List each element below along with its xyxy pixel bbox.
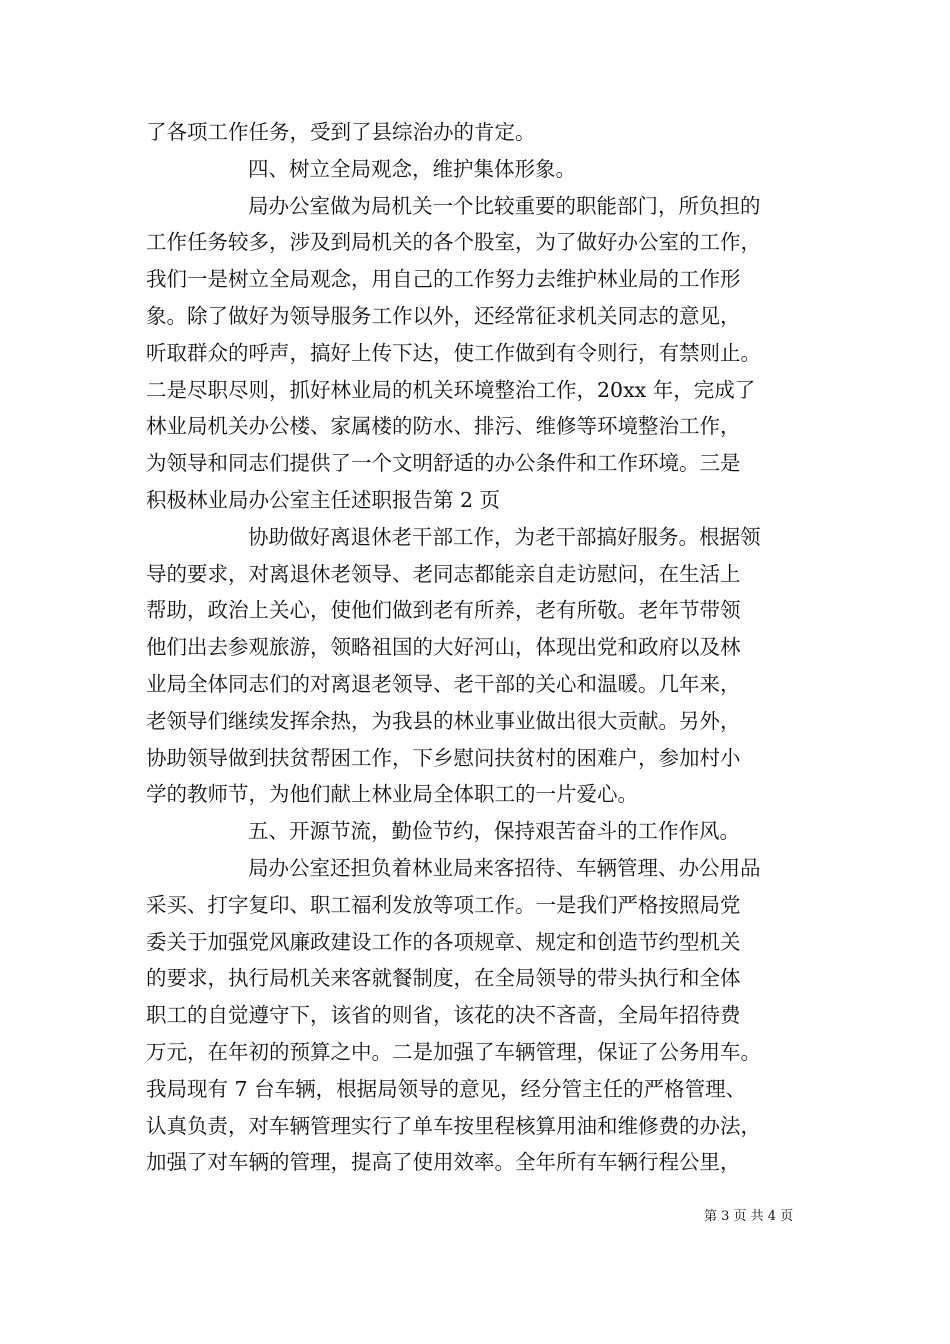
text-line: 采买、打字复印、职工福利发放等项工作。一是我们严格按照局党 — [146, 892, 741, 917]
text-line: 二是尽职尽则，抓好林业局的机关环境整治工作，20xx 年，完成了 — [146, 377, 756, 402]
text-line: 五、开源节流，勤俭节约，保持艰苦奋斗的工作作风。 — [248, 819, 740, 844]
text-line: 老领导们继续发挥余热，为我县的林业事业做出很大贡献。另外， — [146, 708, 741, 733]
text-line: 我局现有 7 台车辆，根据局领导的意见，经分管主任的严格管理、 — [146, 1076, 747, 1101]
text-line: 听取群众的呼声，搞好上传下达，使工作做到有令则行，有禁则止。 — [146, 340, 761, 365]
text-line: 认真负责，对车辆管理实行了单车按里程核算用油和维修费的办法， — [146, 1113, 761, 1138]
text-line: 了各项工作任务，受到了县综治办的肯定。 — [146, 120, 536, 144]
text-line: 学的教师节，为他们献上林业局全体职工的一片爱心。 — [146, 782, 638, 807]
text-line: 的要求，执行局机关来客就餐制度，在全局领导的带头执行和全体 — [146, 966, 741, 991]
page-number-footer: 第 3 页 共 4 页 — [704, 1209, 794, 1224]
text-line: 为领导和同志们提供了一个文明舒适的办公条件和工作环境。三是 — [146, 451, 741, 476]
text-line: 协助做好离退休老干部工作，为老干部搞好服务。根据领 — [248, 524, 761, 549]
text-line: 万元，在年初的预算之中。二是加强了车辆管理，保证了公务用车。 — [146, 1039, 761, 1064]
text-line: 工作任务较多，涉及到局机关的各个股室，为了做好办公室的工作， — [146, 230, 761, 255]
text-line: 我们一是树立全局观念，用自己的工作努力去维护林业局的工作形 — [146, 267, 741, 292]
text-line: 导的要求，对离退休老领导、老同志都能亲自走访慰问，在生活上 — [146, 561, 741, 586]
text-line: 委关于加强党风廉政建设工作的各项规章、规定和创造节约型机关 — [146, 929, 741, 954]
text-line: 他们出去参观旅游，领略祖国的大好河山，体现出党和政府以及林 — [146, 635, 741, 660]
text-line: 加强了对车辆的管理，提高了使用效率。全年所有车辆行程公里， — [146, 1150, 741, 1175]
text-line: 职工的自觉遵守下，该省的则省，该花的决不吝啬，全局年招待费 — [146, 1003, 741, 1028]
text-line: 帮助，政治上关心，使他们做到老有所养，老有所敬。老年节带领 — [146, 598, 741, 623]
body-text — [146, 114, 826, 1181]
text-line: 林业局机关办公楼、家属楼的防水、排污、维修等环境整治工作， — [146, 414, 741, 439]
text-line: 局办公室还担负着林业局来客招待、车辆管理、办公用品 — [248, 855, 761, 880]
text-line: 业局全体同志们的对离退老领导、老干部的关心和温暖。几年来， — [146, 671, 741, 696]
text-line: 象。除了做好为领导服务工作以外，还经常征求机关同志的意见， — [146, 303, 741, 328]
text-line: 局办公室做为局机关一个比较重要的职能部门，所负担的 — [248, 193, 761, 218]
text-line: 四、树立全局观念，维护集体形象。 — [248, 156, 576, 181]
text-line: 积极林业局办公室主任述职报告第 2 页 — [146, 487, 501, 512]
text-line: 协助领导做到扶贫帮困工作，下乡慰问扶贫村的困难户，参加村小 — [146, 745, 741, 770]
